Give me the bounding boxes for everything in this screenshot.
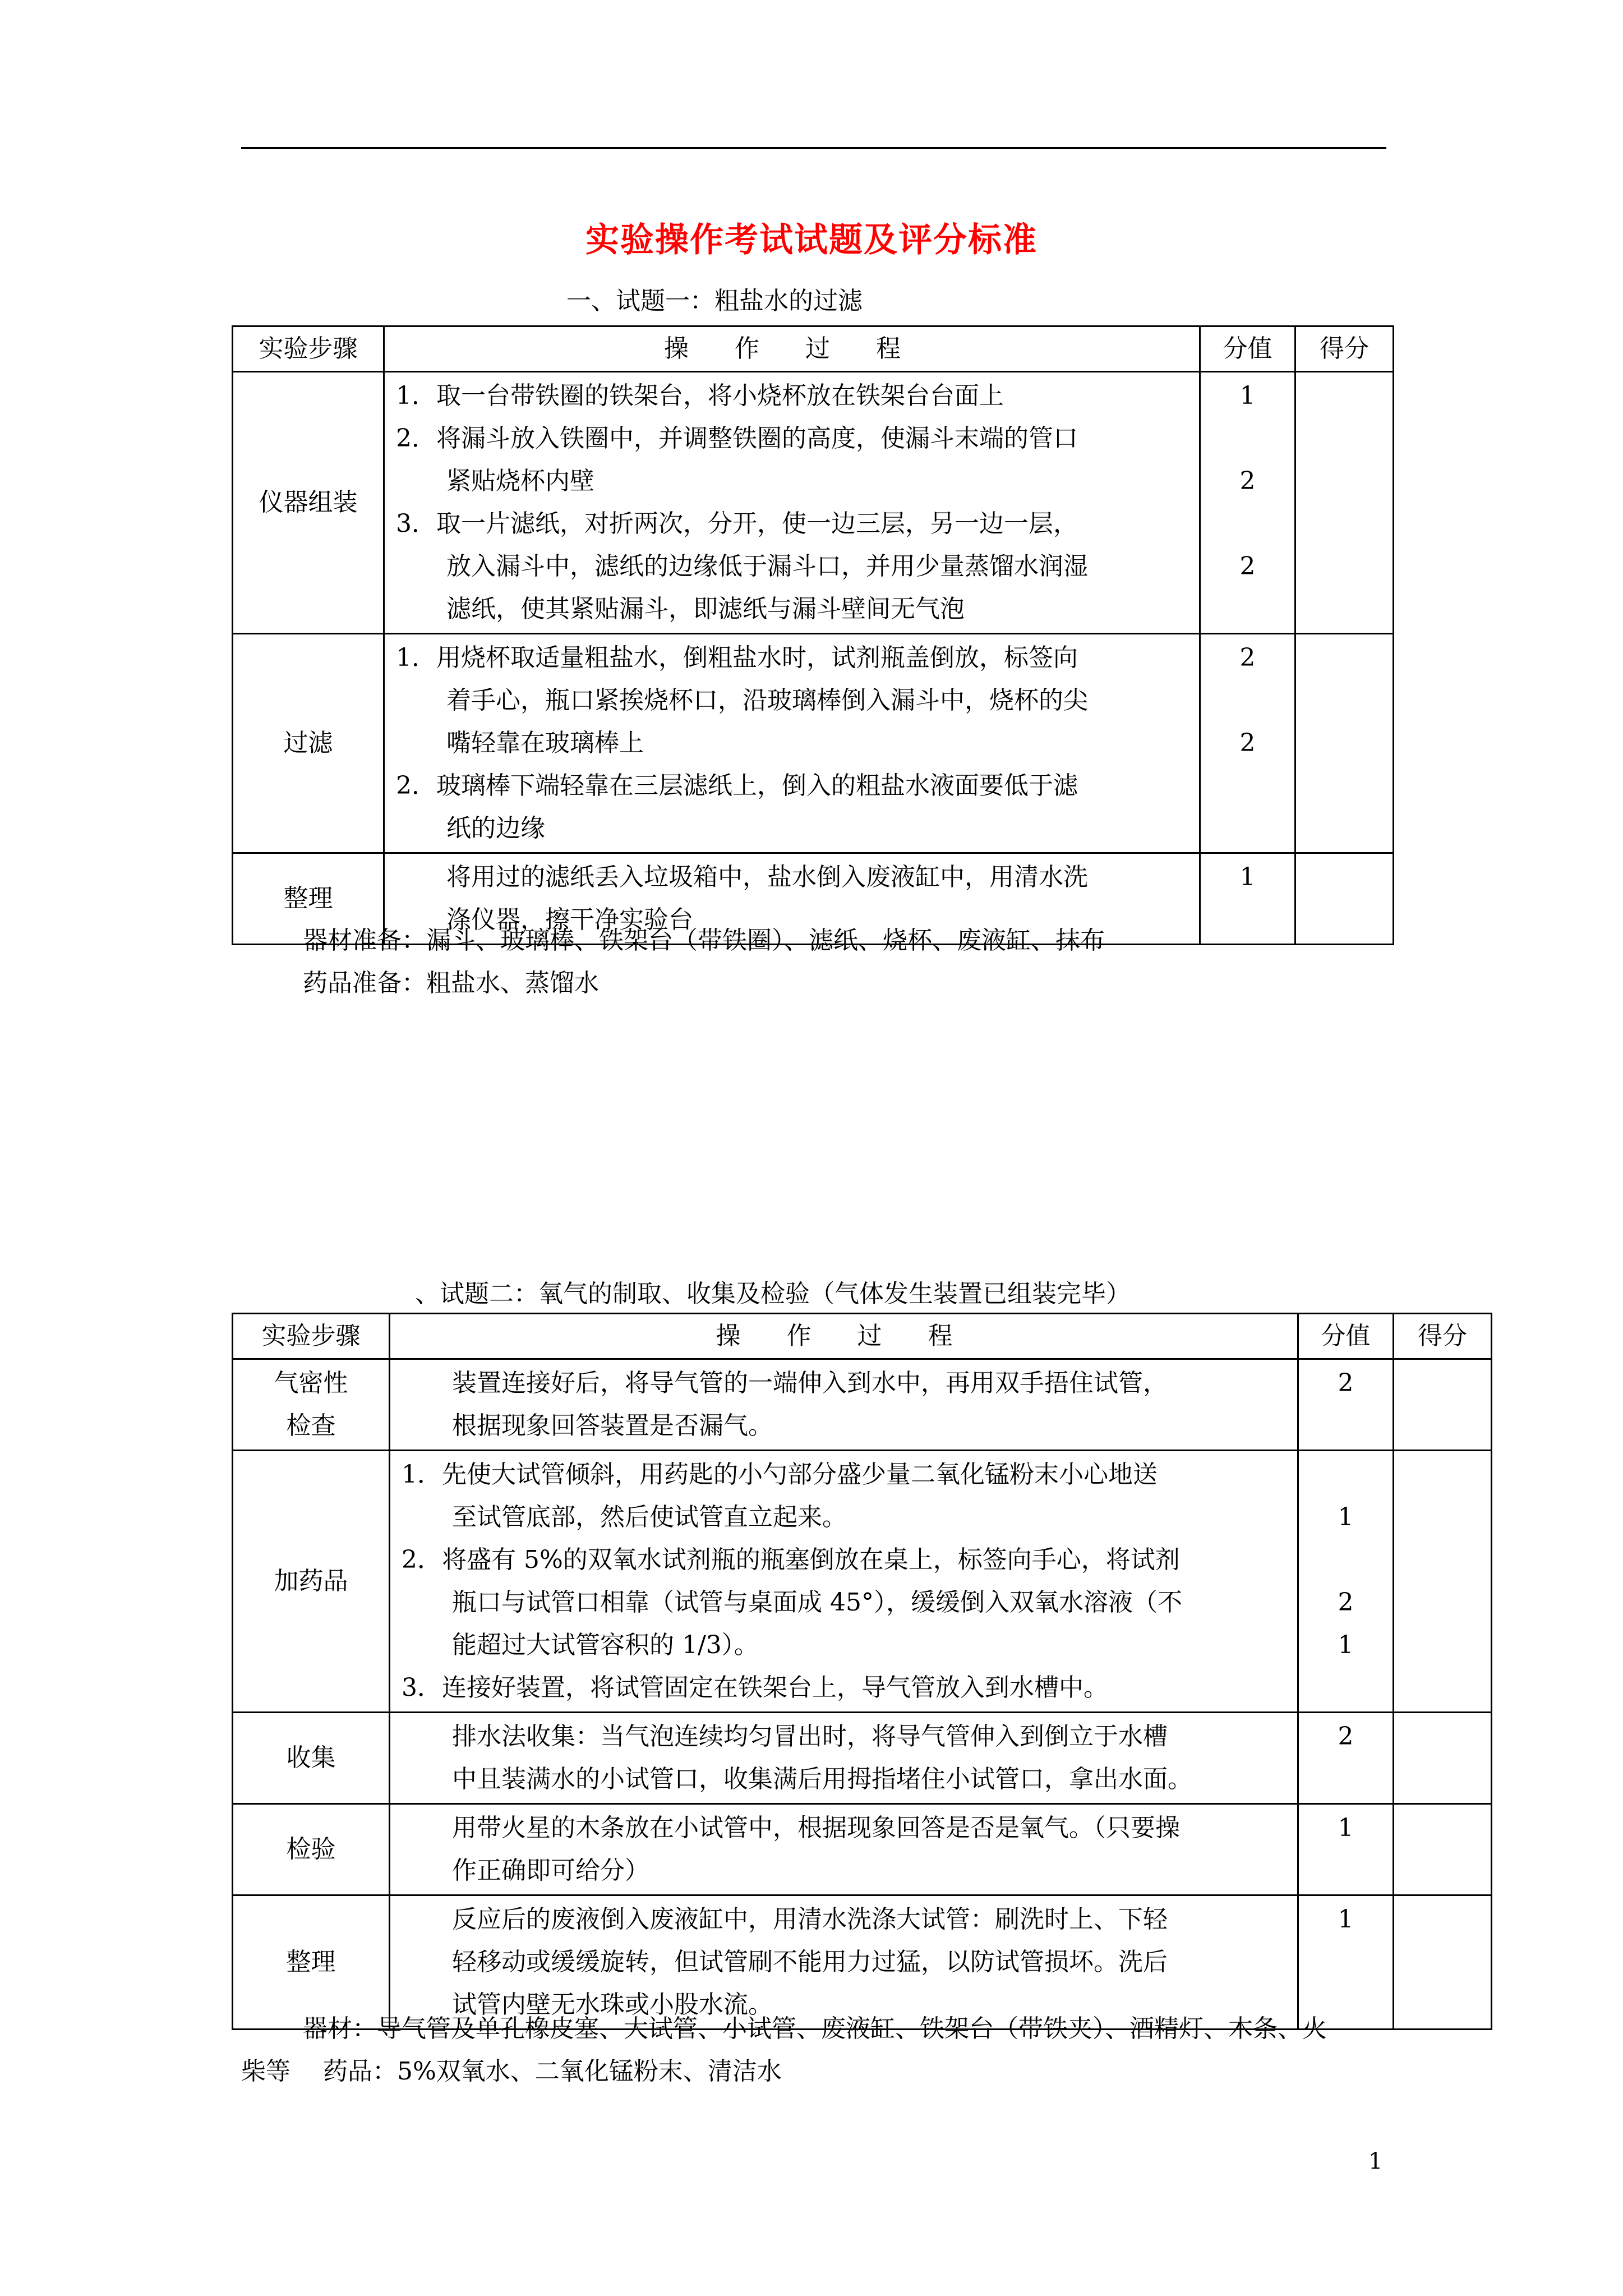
q2-score-airtight: 2 xyxy=(1298,1359,1394,1451)
q2-row-airtight xyxy=(233,1359,1492,1451)
q1-step-cleanup: 整理 xyxy=(233,853,384,945)
q2-airtight-line-2: 根据现象回答装置是否漏气。 xyxy=(452,1411,773,1440)
q2-step-airtight: 气密性 检查 xyxy=(233,1359,390,1451)
q2-got-add-reagent[interactable] xyxy=(1394,1451,1492,1713)
q2-cleanup-line-3: 试管内壁无水珠或小股水流。 xyxy=(452,1990,773,2019)
q1-equipment-note: 器材准备：漏斗、玻璃棒、铁架台（带铁圈）、滤纸、烧杯、废液缸、抹布 xyxy=(303,926,1105,955)
q1-heading: 一、试题一：粗盐水的过滤 xyxy=(566,287,863,315)
q2-table xyxy=(232,1313,1492,2030)
q2-reagent-line-5: 能超过大试管容积的 1/3）。 xyxy=(452,1631,759,1659)
q2-cleanup-line-2: 轻移动或缓缓旋转，但试管刷不能用力过猛，以防试管损坏。洗后 xyxy=(452,1948,1168,1976)
q1-header-step: 实验步骤 xyxy=(233,326,384,372)
q2-reagent-line-6: 3．连接好装置，将试管固定在铁架台上，导气管放入到水槽中。 xyxy=(402,1673,1108,1702)
q1-header-got: 得分 xyxy=(1295,326,1394,372)
q2-header-process: 操 作 过 程 xyxy=(390,1314,1298,1359)
q2-reagent-line-2: 至试管底部，然后使试管直立起来。 xyxy=(452,1503,847,1531)
q1-filter-line-1: 1．用烧杯取适量粗盐水，倒粗盐水时，试剂瓶盖倒放，标签向 xyxy=(396,643,1078,672)
q2-score-test: 1 xyxy=(1298,1804,1394,1895)
q2-score-add-reagent: 1 2 1 xyxy=(1298,1451,1394,1713)
q1-assembly-line-3: 紧贴烧杯内壁 xyxy=(446,467,594,495)
q1-row-filter xyxy=(233,634,1394,853)
q2-process-add-reagent xyxy=(390,1451,1298,1713)
q1-step-filter: 过滤 xyxy=(233,634,384,853)
q2-airtight-line-1: 装置连接好后，将导气管的一端伸入到水中，再用双手捂住试管， xyxy=(452,1369,1168,1397)
q1-score-cleanup: 1 xyxy=(1200,853,1295,945)
q1-got-filter[interactable] xyxy=(1295,634,1394,853)
q1-reagents-note: 药品准备：粗盐水、蒸馏水 xyxy=(303,969,599,997)
q2-got-airtight[interactable] xyxy=(1394,1359,1492,1451)
q1-assembly-line-1: 1．取一台带铁圈的铁架台，将小烧杯放在铁架台台面上 xyxy=(396,381,1004,410)
q2-score-collect: 2 xyxy=(1298,1713,1394,1804)
q2-reagent-line-4: 瓶口与试管口相靠（试管与桌面成 45°），缓缓倒入双氧水溶液（不 xyxy=(452,1588,1182,1617)
q1-filter-line-3: 嘴轻靠在玻璃棒上 xyxy=(446,729,644,757)
q1-assembly-line-4: 3．取一片滤纸，对折两次，分开，使一边三层，另一边一层， xyxy=(396,509,1078,538)
q1-filter-line-2: 着手心，瓶口紧挨烧杯口，沿玻璃棒倒入漏斗中，烧杯的尖 xyxy=(446,686,1088,715)
q1-score-assembly: 1 2 2 xyxy=(1200,372,1295,634)
q2-header-step: 实验步骤 xyxy=(233,1314,390,1359)
q1-process-filter xyxy=(384,634,1200,853)
q1-assembly-line-5: 放入漏斗中，滤纸的边缘低于漏斗口，并用少量蒸馏水润湿 xyxy=(446,552,1088,581)
q1-table xyxy=(232,325,1394,945)
q2-heading: 、试题二：氧气的制取、收集及检验（气体发生装置已组装完毕） xyxy=(415,1280,1131,1308)
q2-step-test: 检验 xyxy=(233,1804,390,1895)
q2-got-cleanup[interactable] xyxy=(1394,1895,1492,2030)
q1-filter-line-4: 2．玻璃棒下端轻靠在三层滤纸上，倒入的粗盐水液面要低于滤 xyxy=(396,771,1078,800)
q2-reagent-line-3: 2．将盛有 5%的双氧水试剂瓶的瓶塞倒放在桌上，标签向手心，将试剂 xyxy=(402,1545,1180,1574)
q1-step-assembly: 仪器组装 xyxy=(233,372,384,634)
q2-process-test xyxy=(390,1804,1298,1895)
q2-process-collect xyxy=(390,1713,1298,1804)
q1-filter-line-5: 纸的边缘 xyxy=(446,814,545,843)
q1-header-process: 操 作 过 程 xyxy=(384,326,1200,372)
q2-step-collect: 收集 xyxy=(233,1713,390,1804)
q1-header-score: 分值 xyxy=(1200,326,1295,372)
q1-got-cleanup[interactable] xyxy=(1295,853,1394,945)
q1-header-row xyxy=(233,326,1394,372)
q2-got-test[interactable] xyxy=(1394,1804,1492,1895)
q2-row-add-reagent xyxy=(233,1451,1492,1713)
document-title: 实验操作考试试题及评分标准 xyxy=(585,220,1038,260)
q1-cleanup-line-1: 将用过的滤纸丢入垃圾箱中，盐水倒入废液缸中，用清水洗 xyxy=(446,863,1088,891)
q2-reagent-line-1: 1．先使大试管倾斜，用药匙的小勺部分盛少量二氧化锰粉末小心地送 xyxy=(402,1460,1158,1489)
q1-assembly-line-6: 滤纸，使其紧贴漏斗，即滤纸与漏斗壁间无气泡 xyxy=(446,595,965,623)
q2-equipment-line-1: 器材：导气管及单孔橡皮塞、大试管、小试管、废液缸、铁架台（带铁夹）、酒精灯、木条、火 xyxy=(303,2014,1327,2043)
q2-got-collect[interactable] xyxy=(1394,1713,1492,1804)
q2-equipment-line-2: 柴等 药品：5%双氧水、二氧化锰粉末、清洁水 xyxy=(241,2057,782,2086)
q2-row-collect xyxy=(233,1713,1492,1804)
q2-test-line-1: 用带火星的木条放在小试管中，根据现象回答是否是氧气。（只要操 xyxy=(452,1814,1180,1842)
q2-process-airtight xyxy=(390,1359,1298,1451)
q1-score-filter: 2 2 xyxy=(1200,634,1295,853)
q2-step-cleanup: 整理 xyxy=(233,1895,390,2030)
q2-test-line-2: 作正确即可给分） xyxy=(452,1856,649,1885)
page-number: 1 xyxy=(1368,2148,1383,2174)
q1-got-assembly[interactable] xyxy=(1295,372,1394,634)
q2-step-add-reagent: 加药品 xyxy=(233,1451,390,1713)
q2-header-row xyxy=(233,1314,1492,1359)
q2-row-test xyxy=(233,1804,1492,1895)
q2-score-cleanup: 1 xyxy=(1298,1895,1394,2030)
q2-header-got: 得分 xyxy=(1394,1314,1492,1359)
q2-collect-line-1: 排水法收集：当气泡连续均匀冒出时，将导气管伸入到倒立于水槽 xyxy=(452,1722,1168,1751)
q1-assembly-line-2: 2．将漏斗放入铁圈中，并调整铁圈的高度，使漏斗末端的管口 xyxy=(396,424,1078,453)
q2-collect-line-2: 中且装满水的小试管口，收集满后用拇指堵住小试管口，拿出水面。 xyxy=(452,1765,1192,1793)
q1-cleanup-line-2: 涤仪器，擦干净实验台 xyxy=(446,905,693,934)
q2-cleanup-line-1: 反应后的废液倒入废液缸中，用清水洗涤大试管：刷洗时上、下轻 xyxy=(452,1905,1168,1934)
q1-process-assembly xyxy=(384,372,1200,634)
q1-row-assembly xyxy=(233,372,1394,634)
header-rule xyxy=(241,147,1386,149)
q2-header-score: 分值 xyxy=(1298,1314,1394,1359)
